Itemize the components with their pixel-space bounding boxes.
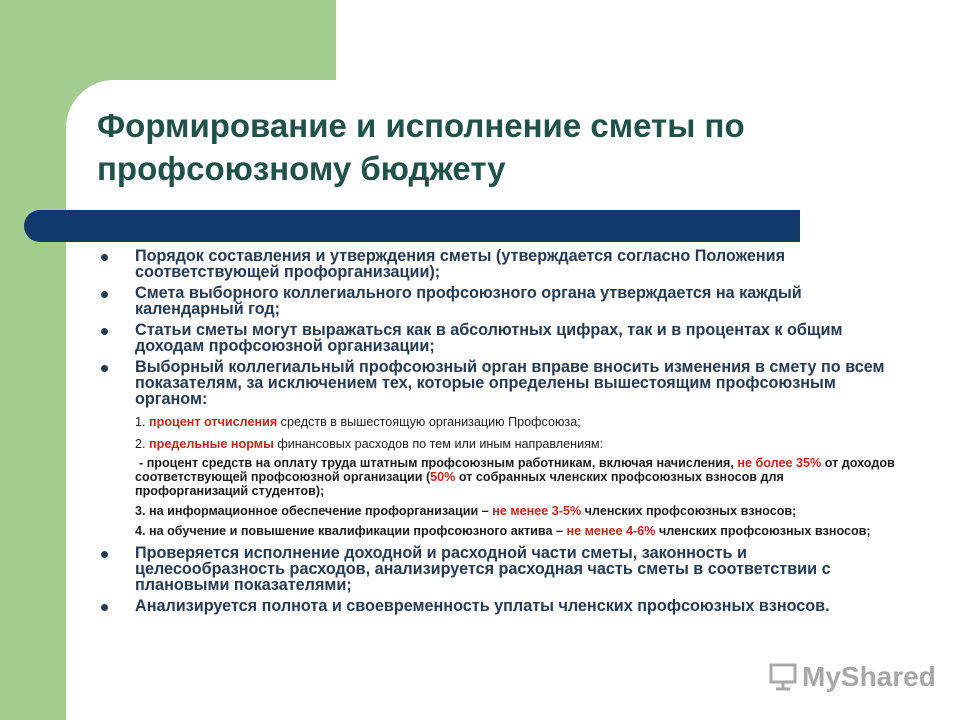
- sub-item-2: 2. предельные нормы финансовых расходов по тем или иным направлениям:: [135, 437, 604, 451]
- sub-item-1: 1. процент отчисления средств в вышестоящую организацию Профсоюза;: [135, 415, 581, 429]
- highlight-text: 50%: [430, 470, 456, 484]
- bullet-item: Смета выборного коллегиального профсоюзного органа утверждается на каждый календарный год;: [97, 285, 897, 317]
- sub-item-3: 3. на информационное обеспечение профорганизации – не менее 3-5% членских профсоюзных взносов;: [135, 504, 797, 518]
- sub-item-4: 4. на обучение и повышение квалификации профсоюзного актива – не менее 4-6% членских профсоюзных взносов;: [135, 524, 871, 538]
- slide-title-line2: профсоюзному бюджету: [97, 150, 506, 187]
- bullet-item: Проверяется исполнение доходной и расходной части сметы, законность и целесообразность расходов, анализируется расходная часть сметы в соответствии с плановыми показателями;: [97, 545, 897, 593]
- bullet-item: Статьи сметы могут выражаться как в абсолютных цифрах, так и в процентах к общим доходам профсоюзной организации;: [97, 322, 897, 354]
- bullet-item: Выборный коллегиальный профсоюзный орган вправе вносить изменения в смету по всем показателям, за исключением тех, которые определены вышестоящим профсоюзным органом:: [97, 359, 897, 407]
- slide-title-line1: Формирование и исполнение сметы по: [97, 107, 745, 144]
- slide-body: [97, 248, 897, 619]
- bullet-item: Анализируется полнота и своевременность уплаты членских профсоюзных взносов.: [97, 598, 897, 614]
- highlight-text: не более 35%: [737, 456, 822, 470]
- sub-item-2a: - процент средств на оплату труда штатным профсоюзным работникам, включая начисления, не более 35% от доходов соответствующей профсоюзной организации (50% от собранных членских профсоюзных взносов для профорганизаций студентов);: [135, 456, 895, 498]
- presentation-board-icon: [768, 662, 798, 692]
- watermark-text: MyShared: [802, 661, 936, 692]
- highlight-text: процент отчисления: [149, 415, 278, 429]
- highlight-text: предельные нормы: [149, 437, 274, 451]
- highlight-text: не менее 3-5%: [492, 504, 582, 518]
- slide-title: [97, 104, 897, 190]
- watermark: [768, 660, 936, 694]
- bullet-item: Порядок составления и утверждения сметы (утверждается согласно Положения соответствующей профорганизации);: [97, 248, 897, 280]
- title-divider-bar: [24, 210, 800, 242]
- highlight-text: не менее 4-6%: [566, 524, 656, 538]
